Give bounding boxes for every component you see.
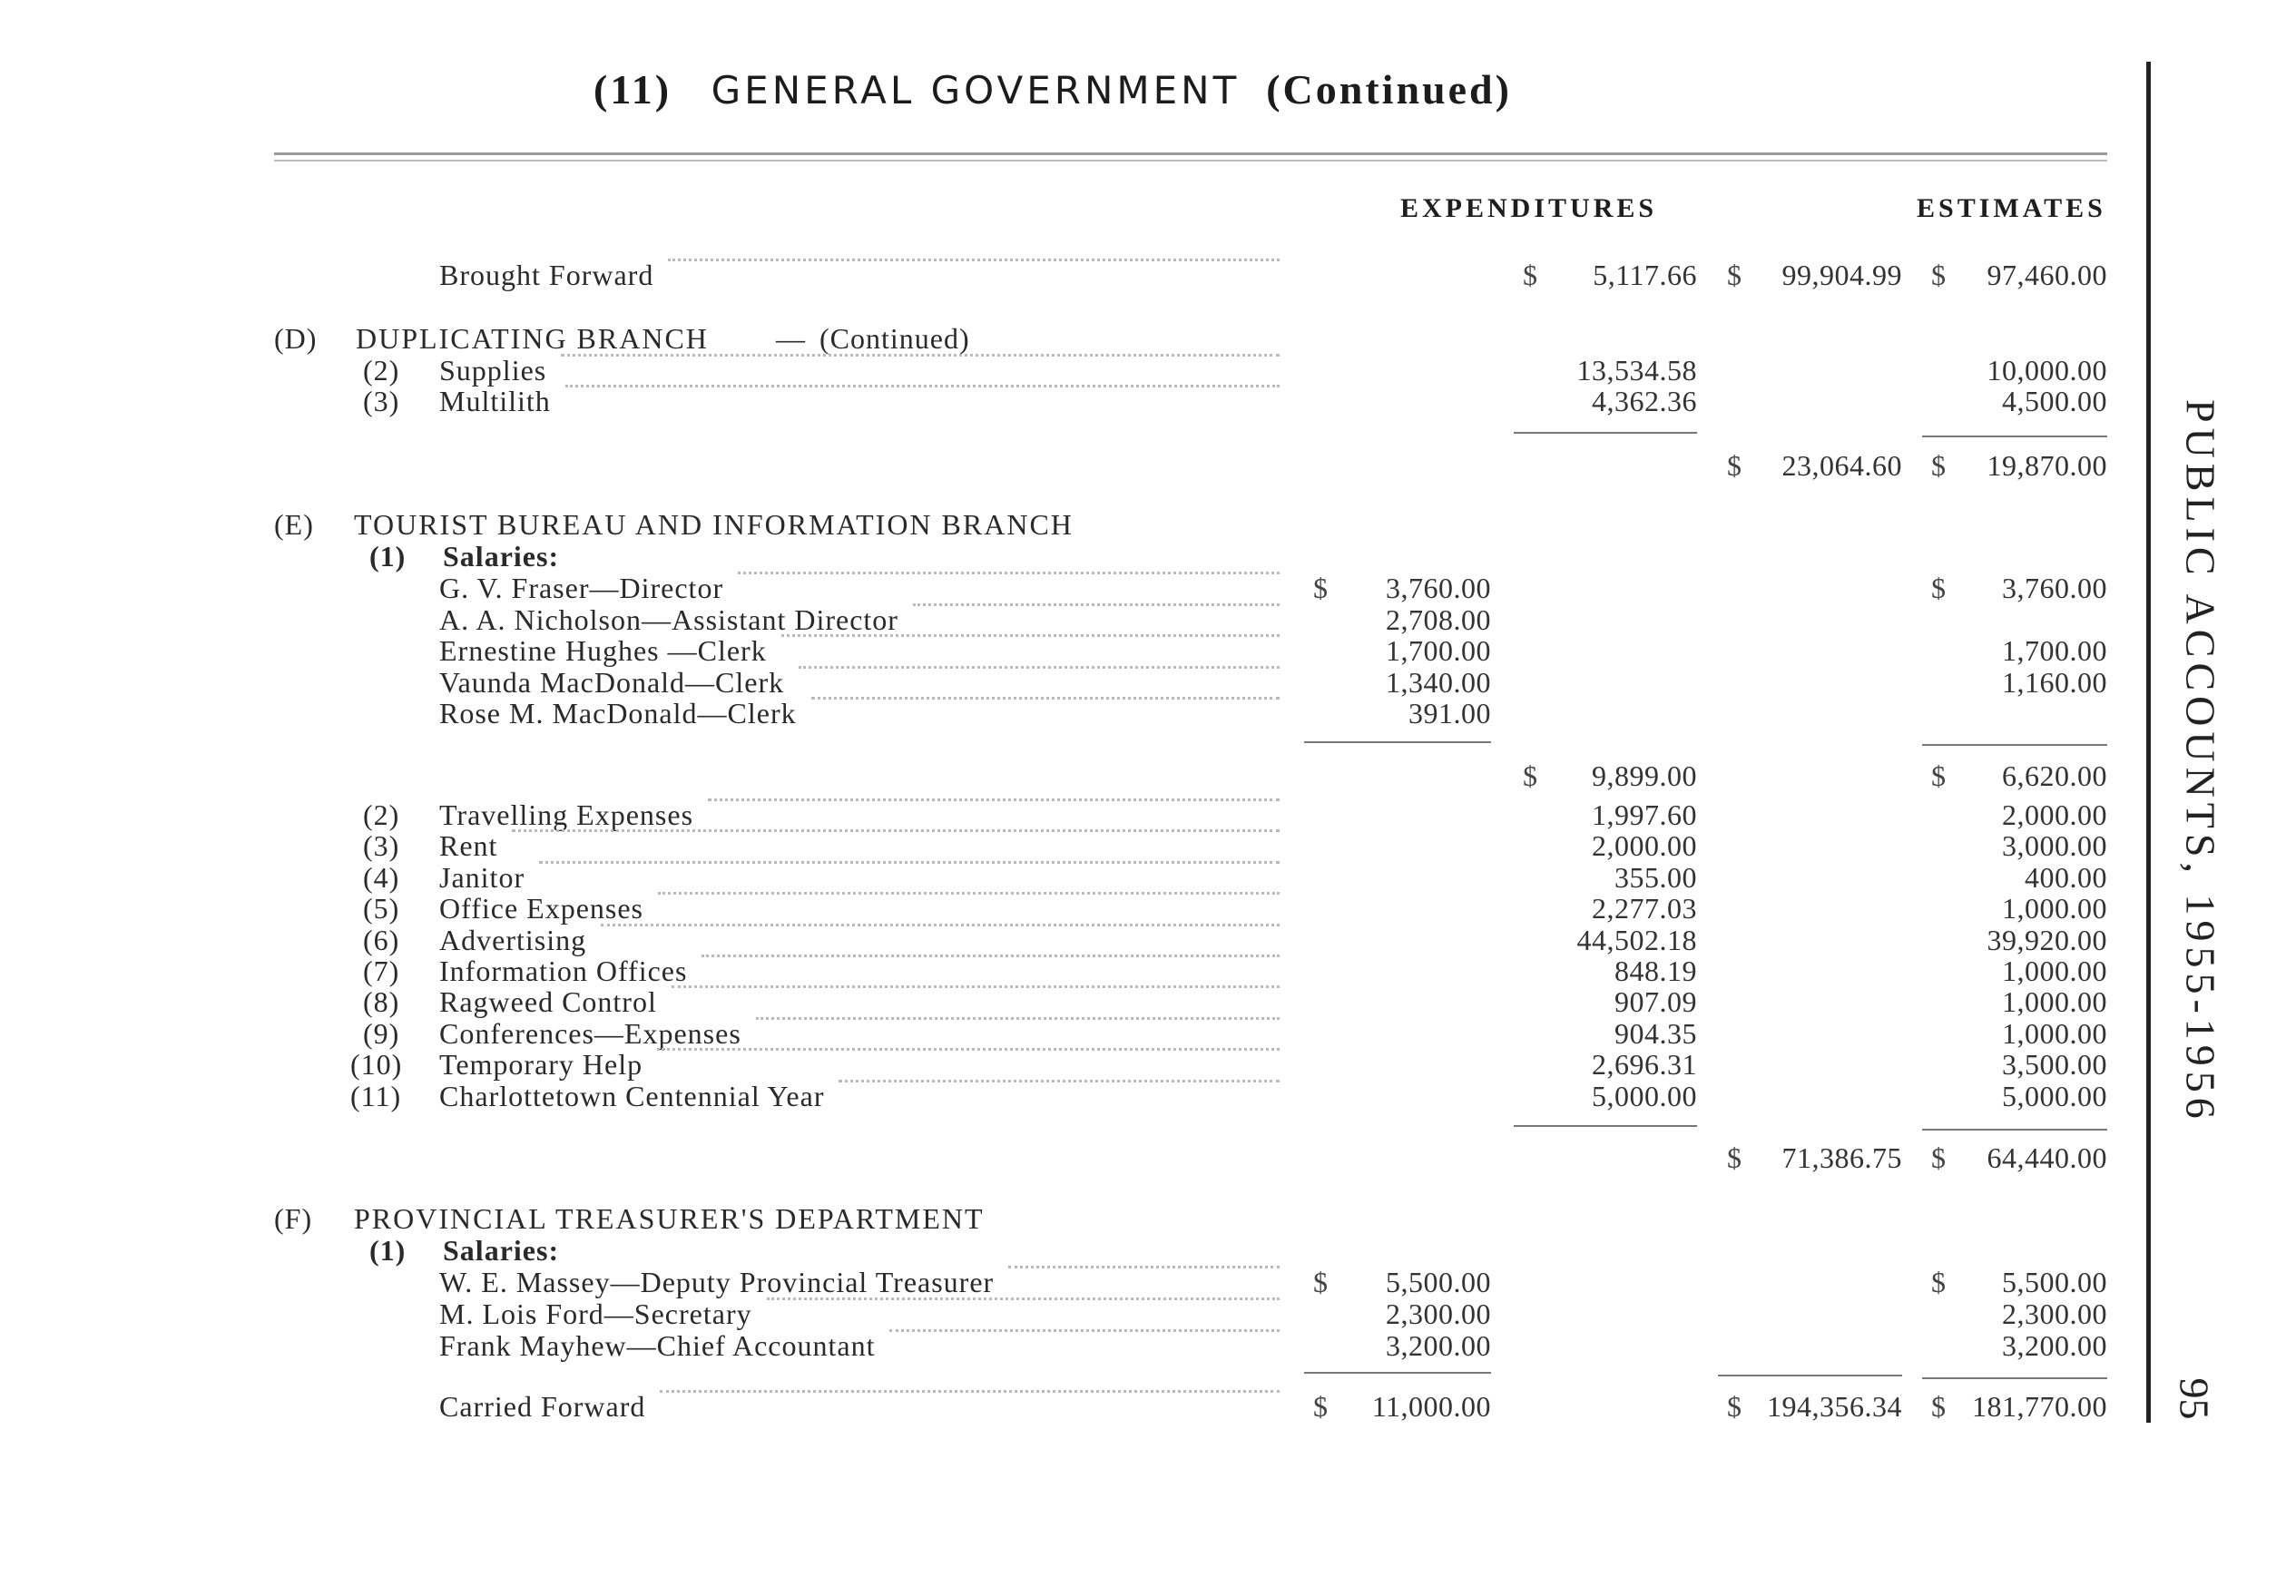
item-number: (7)	[363, 955, 400, 987]
dollar-sign: $	[1313, 1390, 1328, 1423]
leader-dots	[767, 1297, 1280, 1300]
page-number: 95	[2171, 1377, 2218, 1420]
salary-value: 3,200.00	[1386, 1329, 1491, 1362]
section-f-heading	[0, 1202, 2296, 1235]
list-item	[0, 955, 2296, 987]
section-estimate-total: 19,870.00	[1987, 449, 2107, 482]
item-label: Supplies	[439, 354, 547, 387]
list-item	[0, 798, 2296, 831]
employee-name: A. A. Nicholson—Assistant Director	[439, 602, 898, 636]
salary-estimate: 3,760.00	[2002, 572, 2107, 604]
leader-dots	[668, 259, 1280, 261]
list-item	[0, 861, 2296, 894]
dollar-sign: $	[1727, 449, 1742, 482]
item-label: Travelling Expenses	[439, 798, 694, 831]
estimate-value: 1,000.00	[2002, 1016, 2107, 1050]
leader-dots	[702, 955, 1280, 957]
list-item	[0, 1048, 2296, 1081]
table-row	[0, 666, 2296, 699]
page-title	[0, 65, 2296, 120]
list-item	[0, 1017, 2296, 1050]
salary-value: 391.00	[1408, 697, 1491, 729]
carried-forward-salaries: 11,000.00	[1371, 1390, 1491, 1423]
leader-dots	[913, 603, 1280, 606]
brought-forward-row	[0, 259, 2296, 291]
item-label: Charlottetown Centennial Year	[439, 1079, 825, 1112]
salary-value: 2,708.00	[1386, 602, 1491, 636]
list-item	[0, 354, 2296, 387]
leader-dots	[512, 829, 1280, 832]
item-number: (6)	[363, 923, 400, 956]
leader-dots	[708, 798, 1280, 801]
total-rule	[1304, 1372, 1491, 1374]
brought-forward-total: 99,904.99	[1781, 259, 1902, 291]
expenditures-heading: EXPENDITURES	[1400, 193, 1658, 223]
estimate-value: 3,500.00	[2002, 1048, 2107, 1082]
brought-forward-estimate: 97,460.00	[1987, 259, 2107, 291]
dollar-sign: $	[1727, 1141, 1742, 1174]
item-label: Ragweed Control	[439, 985, 657, 1019]
estimate-value: 2,000.00	[2002, 798, 2107, 831]
carried-forward-total: 194,356.34	[1767, 1390, 1902, 1423]
leader-dots	[658, 892, 1280, 895]
section-e-total-row	[0, 1141, 2296, 1174]
section-d-heading	[0, 322, 2296, 355]
item-number: (3)	[363, 829, 400, 863]
salary-estimate: 3,200.00	[2002, 1329, 2107, 1362]
salary-estimate: 5,500.00	[2002, 1266, 2107, 1298]
salary-estimate: 2,300.00	[2002, 1297, 2107, 1330]
employee-name: W. E. Massey—Deputy Provincial Treasurer	[439, 1266, 995, 1298]
section-title: DUPLICATING BRANCH	[356, 322, 709, 355]
list-item	[0, 985, 2296, 1018]
carried-forward-label: Carried Forward	[439, 1390, 646, 1423]
section-d-total-row	[0, 449, 2296, 482]
dollar-sign: $	[1931, 759, 1946, 792]
subtotal-rule	[1922, 744, 2107, 746]
item-label: Temporary Help	[439, 1048, 643, 1082]
subtotal-rule	[1922, 436, 2107, 437]
table-row	[0, 572, 2296, 604]
salaries-heading	[0, 1234, 2296, 1267]
header-rule	[274, 152, 2107, 155]
item-number: (2)	[363, 798, 400, 831]
expenditure-value: 848.19	[1614, 955, 1697, 987]
item-number: (1)	[369, 540, 407, 573]
item-label: Rent	[439, 829, 498, 863]
item-number: (9)	[363, 1016, 400, 1050]
subtotal-rule	[1514, 1125, 1697, 1127]
list-item	[0, 892, 2296, 925]
item-number: (1)	[369, 1234, 407, 1267]
list-item	[0, 829, 2296, 862]
leader-dots	[539, 861, 1280, 864]
title-continued: (Continued)	[1266, 66, 1512, 113]
salaries-estimate-total: 6,620.00	[2002, 759, 2107, 792]
salary-value: 3,760.00	[1386, 572, 1491, 604]
estimate-value: 4,500.00	[2002, 385, 2107, 417]
dollar-sign: $	[1931, 1141, 1946, 1174]
estimate-value: 400.00	[2025, 860, 2107, 894]
expenditure-value: 4,362.36	[1592, 385, 1697, 417]
salary-estimate: 1,700.00	[2002, 634, 2107, 667]
salaries-total: 9,899.00	[1592, 759, 1697, 792]
expenditure-value: 2,696.31	[1592, 1048, 1697, 1082]
dollar-sign: $	[1523, 259, 1537, 291]
section-title: TOURIST BUREAU AND INFORMATION BRANCH	[354, 508, 1074, 541]
leader-dots	[781, 634, 1280, 637]
dollar-sign: $	[1931, 1266, 1946, 1298]
leader-dots	[672, 985, 1280, 988]
expenditure-value: 5,000.00	[1592, 1079, 1697, 1112]
salaries-total-row	[0, 759, 2296, 792]
section-letter: (F)	[274, 1202, 313, 1235]
item-label: Janitor	[439, 860, 525, 894]
running-head-text: PUBLIC ACCOUNTS, 1955-1956	[2177, 399, 2224, 1124]
salary-value: 1,700.00	[1386, 634, 1491, 667]
employee-name: Ernestine Hughes —Clerk	[439, 634, 767, 667]
subtotal-rule	[1304, 741, 1491, 743]
estimate-value: 1,000.00	[2002, 955, 2107, 987]
item-label: Office Expenses	[439, 892, 643, 925]
section-letter: (D)	[274, 322, 318, 355]
carried-forward-row	[0, 1390, 2296, 1423]
list-item	[0, 1080, 2296, 1112]
salary-value: 2,300.00	[1386, 1297, 1491, 1330]
title-dash: —	[776, 322, 806, 355]
item-number: (2)	[363, 354, 400, 387]
expenditure-value: 2,277.03	[1592, 892, 1697, 925]
expenditure-value: 355.00	[1614, 860, 1697, 894]
salary-estimate: 1,160.00	[2002, 665, 2107, 699]
expenditure-value: 2,000.00	[1592, 829, 1697, 863]
total-rule	[1922, 1377, 2107, 1379]
leader-dots	[657, 1048, 1280, 1051]
employee-name: G. V. Fraser—Director	[439, 572, 724, 604]
employee-name: M. Lois Ford—Secretary	[439, 1297, 752, 1330]
leader-dots	[738, 572, 1280, 574]
salary-value: 1,340.00	[1386, 665, 1491, 699]
item-label: Advertising	[439, 923, 587, 956]
estimate-value: 10,000.00	[1987, 354, 2107, 387]
estimate-value: 39,920.00	[1987, 923, 2107, 956]
item-number: (3)	[363, 385, 400, 417]
expenditure-value: 904.35	[1614, 1016, 1697, 1050]
item-number: (4)	[363, 860, 400, 894]
item-number: (11)	[350, 1079, 402, 1112]
leader-dots	[756, 1017, 1280, 1020]
leader-dots	[839, 1080, 1280, 1082]
brought-forward-expenditure: 5,117.66	[1593, 259, 1697, 291]
dollar-sign: $	[1931, 572, 1946, 604]
employee-name: Rose M. MacDonald—Clerk	[439, 697, 797, 729]
subtotal-rule	[1922, 1129, 2107, 1131]
table-row	[0, 603, 2296, 636]
table-row	[0, 1297, 2296, 1330]
leader-dots	[1008, 1266, 1280, 1268]
table-row	[0, 697, 2296, 729]
table-row	[0, 1329, 2296, 1362]
leader-dots	[799, 666, 1280, 669]
estimate-value: 1,000.00	[2002, 892, 2107, 925]
leader-dots	[601, 924, 1280, 926]
section-e-heading	[0, 508, 2296, 541]
item-label: Multilith	[439, 385, 551, 417]
leader-dots	[811, 697, 1280, 700]
title-continued: (Continued)	[819, 322, 970, 355]
expenditure-value: 907.09	[1614, 985, 1697, 1019]
estimates-heading: ESTIMATES	[1917, 193, 2106, 223]
section-estimate-total: 64,440.00	[1987, 1141, 2107, 1174]
carried-forward-estimate: 181,770.00	[1972, 1390, 2107, 1423]
section-title: PROVINCIAL TREASURER'S DEPARTMENT	[354, 1202, 985, 1235]
item-label: Conferences—Expenses	[439, 1016, 741, 1050]
estimate-value: 3,000.00	[2002, 829, 2107, 863]
dollar-sign: $	[1931, 259, 1946, 291]
item-label: Information Offices	[439, 955, 688, 987]
table-row	[0, 1266, 2296, 1298]
expenditure-value: 13,534.58	[1576, 354, 1697, 387]
section-title: GENERAL GOVERNMENT	[711, 68, 1241, 113]
employee-name: Vaunda MacDonald—Clerk	[439, 665, 785, 699]
dollar-sign: $	[1931, 1390, 1946, 1423]
header-rule-secondary	[274, 160, 2107, 162]
item-number: (5)	[363, 892, 400, 925]
leader-dots	[565, 385, 1280, 387]
estimate-value: 5,000.00	[2002, 1079, 2107, 1112]
brought-forward-label: Brought Forward	[439, 259, 654, 291]
leader-dots	[561, 354, 1280, 357]
salaries-label: Salaries:	[443, 540, 560, 573]
salaries-heading	[0, 540, 2296, 573]
item-number: (8)	[363, 985, 400, 1019]
salaries-label: Salaries:	[443, 1234, 560, 1267]
subtotal-rule	[1514, 432, 1697, 434]
list-item	[0, 385, 2296, 417]
expenditure-value: 1,997.60	[1592, 798, 1697, 831]
table-row	[0, 634, 2296, 667]
dollar-sign: $	[1313, 1266, 1328, 1298]
employee-name: Frank Mayhew—Chief Accountant	[439, 1329, 876, 1362]
section-number: (11)	[594, 66, 672, 113]
leader-dots	[660, 1390, 1280, 1393]
estimate-value: 1,000.00	[2002, 985, 2107, 1019]
salary-value: 5,500.00	[1386, 1266, 1491, 1298]
section-letter: (E)	[274, 508, 314, 541]
section-total: 23,064.60	[1781, 449, 1902, 482]
dollar-sign: $	[1727, 1390, 1742, 1423]
dollar-sign: $	[1931, 449, 1946, 482]
list-item	[0, 924, 2296, 956]
leader-dots	[889, 1329, 1280, 1332]
item-number: (10)	[350, 1048, 403, 1082]
expenditure-value: 44,502.18	[1576, 923, 1697, 956]
dollar-sign: $	[1523, 759, 1537, 792]
section-total: 71,386.75	[1781, 1141, 1902, 1174]
dollar-sign: $	[1313, 572, 1328, 604]
total-rule	[1718, 1375, 1902, 1376]
dollar-sign: $	[1727, 259, 1742, 291]
